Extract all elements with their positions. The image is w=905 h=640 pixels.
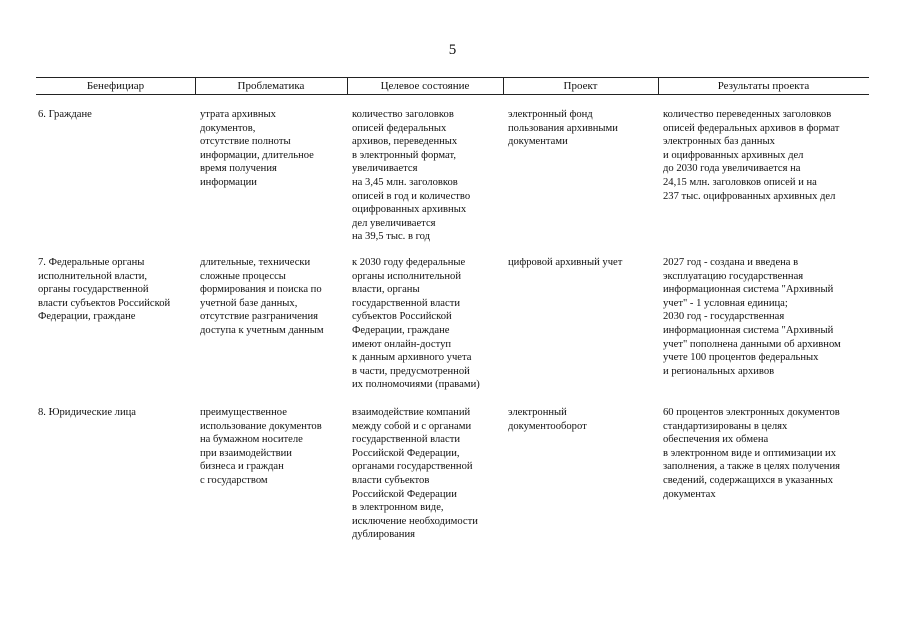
cell-beneficiary: 6. Граждане — [38, 109, 92, 120]
table-header — [36, 79, 869, 93]
cell-target-state: количество заголовков описей федеральных архивов, переведенных в электронный формат, увеличивается на 3,45 млн. заголовков описей в год и количество оцифрованных архивных дел увеличивается на 39,5 тыс. в год — [352, 109, 471, 243]
cell-project: электронный фонд пользования архивными документами — [508, 109, 618, 148]
header-project: Проект — [563, 80, 598, 92]
page-number: 5 — [448, 42, 457, 58]
cell-problem: длительные, технически сложные процессы формирования и поиска по учетной базе данных, отсутствие разграничения доступа к учетным данным — [200, 257, 324, 336]
table-top-rule — [36, 77, 869, 78]
cell-results: 2027 год - создана и введена в эксплуатацию государственная информационная система "Архивный учет" - 1 условная единица; 2030 год - государственная информационная система "Архивный учет" пополнена данными об архивном учете 100 процентов федеральных и региональных архивов — [663, 257, 841, 377]
header-problem: Проблематика — [237, 80, 305, 92]
header-target-state: Целевое состояние — [380, 80, 470, 92]
cell-beneficiary: 8. Юридические лица — [38, 407, 136, 418]
cell-beneficiary: 7. Федеральные органы исполнительной власти, органы государственной власти субъектов Российской Федерации, граждане — [38, 257, 171, 323]
cell-results: 60 процентов электронных документов стандартизированы в целях обеспечения их обмена в электронном виде и оптимизации их заполнения, а также в целях получения сведений, содержащихся в указанных документах — [663, 407, 841, 500]
header-results: Результаты проекта — [717, 80, 810, 92]
cell-problem: преимущественное использование документов на бумажном носителе при взаимодействии бизнеса и граждан с государством — [200, 407, 322, 486]
cell-target-state: к 2030 году федеральные органы исполнительной власти, органы государственной власти субъектов Российской Федерации, граждане имеют онлайн-доступ к данным архивного учета в части, предусмотренной их полномочиями (правами) — [352, 257, 480, 391]
header-beneficiary: Бенефициар — [86, 80, 145, 92]
cell-results: количество переведенных заголовков описей федеральных архивов в формат электронных баз данных и оцифрованных архивных дел до 2030 года увеличивается на 24,15 млн. заголовков описей и на 237 тыс. оцифрованных архивных дел — [663, 109, 840, 202]
table-header-bottom-rule — [36, 94, 869, 95]
cell-project: цифровой архивный учет — [508, 257, 623, 268]
cell-problem: утрата архивных документов, отсутствие полноты информации, длительное время получения информации — [200, 109, 314, 188]
cell-target-state: взаимодействие компаний между собой и с органами государственной власти Российской Федерации, органами государственной власти субъектов Российской Федерации в электронном виде, исключение необходимости дублирования — [352, 407, 478, 541]
cell-project: электронный документооборот — [508, 407, 587, 432]
